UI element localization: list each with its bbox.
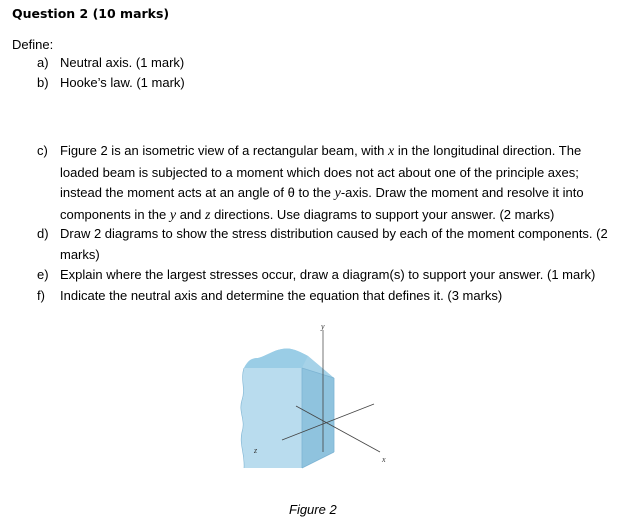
item-e-text: Explain where the largest stresses occur, draw a diagram(s) to support your answer. (1 mark) — [60, 267, 596, 282]
item-b-label: b) — [37, 75, 49, 90]
question-title: Question 2 (10 marks) — [12, 6, 170, 21]
item-f-text: Indicate the neutral axis and determine the equation that defines it. (3 marks) — [60, 288, 503, 303]
item-b — [37, 73, 612, 94]
item-c-label: c) — [37, 143, 48, 158]
beam-figure — [222, 320, 402, 470]
y-axis-label: y — [321, 322, 325, 331]
item-d-label: d) — [37, 226, 49, 241]
define-label: Define: — [12, 37, 54, 52]
x-axis-label: x — [382, 455, 386, 464]
beam-isometric-diagram — [222, 320, 402, 470]
item-c-text: Figure 2 is an isometric view of a rectangular beam, with x in the longitudinal direction. The loaded beam is subjected to a moment which does not act about one of the principle axes; instead the moment acts at an angle of θ to the y-axis. Draw the moment and resolve it into components in the y and z directions. Use diagrams to support your answer. (2 marks) — [60, 143, 584, 223]
beam-front-face — [244, 368, 302, 468]
item-d — [37, 224, 612, 265]
item-b-text: Hooke’s law. (1 mark) — [60, 75, 185, 90]
item-e-label: e) — [37, 267, 49, 282]
z-axis-label: z — [254, 446, 258, 455]
beam-rough-end — [244, 349, 308, 368]
item-e — [37, 265, 612, 286]
item-a-label: a) — [37, 55, 49, 70]
figure-caption: Figure 2 — [289, 502, 337, 517]
item-f — [37, 286, 612, 307]
item-c — [37, 141, 612, 226]
item-a-text: Neutral axis. (1 mark) — [60, 55, 185, 70]
item-f-label: f) — [37, 288, 45, 303]
item-d-text: Draw 2 diagrams to show the stress distribution caused by each of the moment components. (2 marks) — [60, 226, 608, 262]
item-a — [37, 53, 612, 74]
